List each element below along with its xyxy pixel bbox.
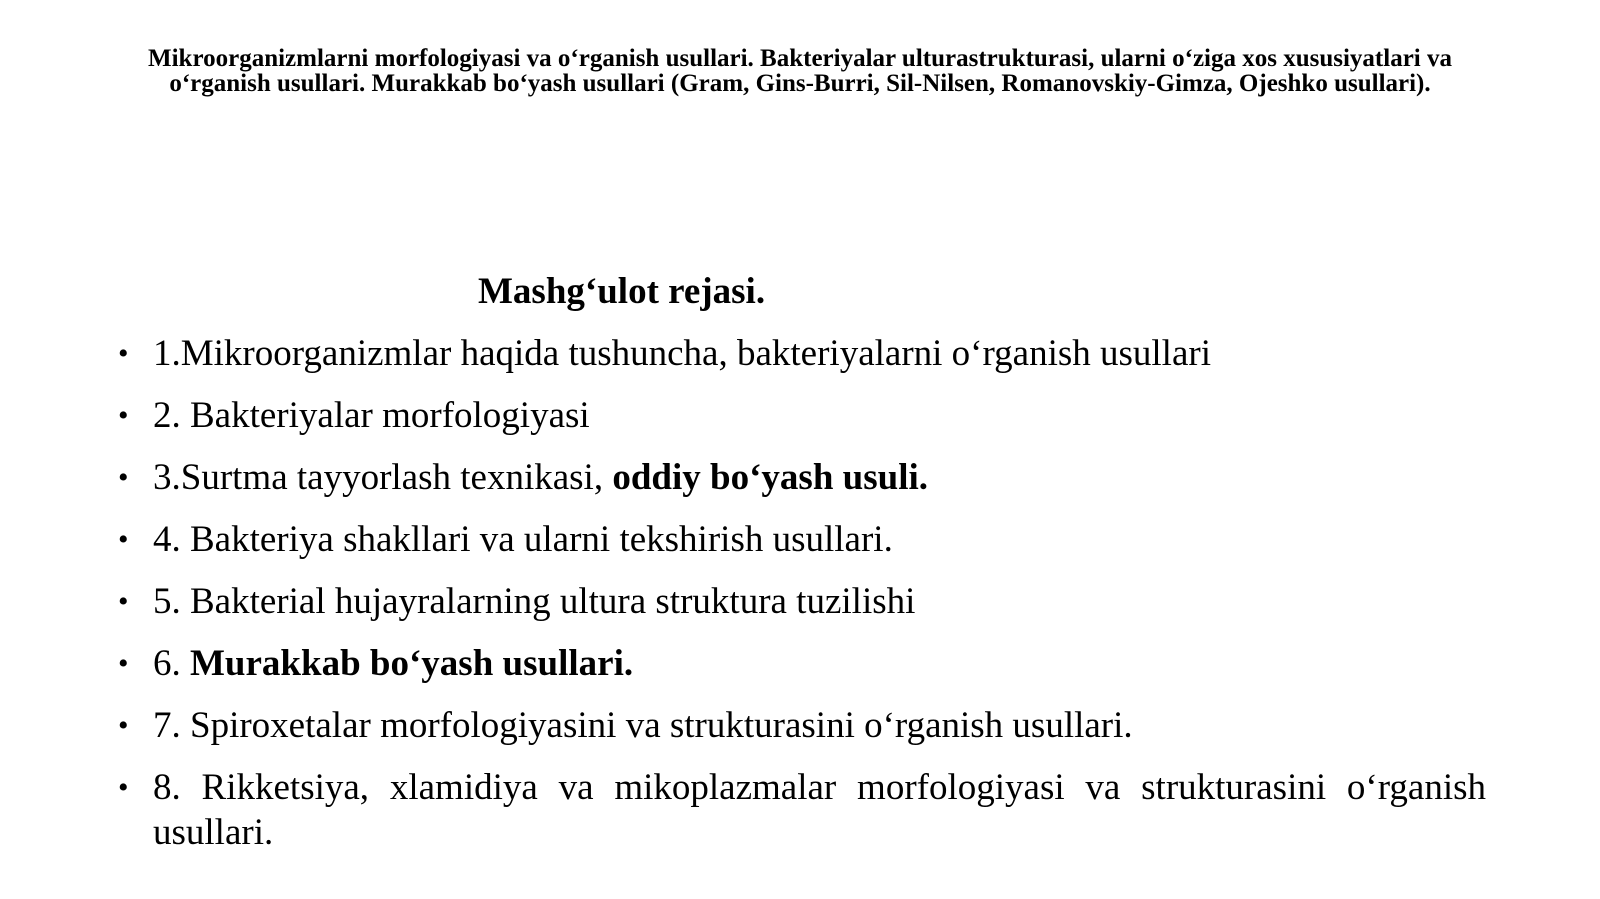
bullet-icon: • (118, 399, 129, 432)
plan-item-text: 1.Mikroorganizmlar haqida tushuncha, bakteriyalarni o‘rganish usullari (153, 333, 1211, 374)
plan-item-3 (118, 455, 1486, 500)
plan-item-8 (118, 765, 1486, 855)
plan-item-1 (118, 331, 1486, 376)
plan-list (118, 331, 1486, 872)
bullet-icon: • (118, 585, 129, 618)
plan-item-4 (118, 517, 1486, 562)
slide-title: Mikroorganizmlarni morfologiyasi va o‘rganish usullari. Bakteriyalar ulturastrukturasi, ularni o‘ziga xos xususiyatlari va o‘rganish usullari. Murakkab bo‘yash usullari (Gram, Gins-Burri, Sil-Nilsen, Romanovskiy-Gimza, Ojeshko usullari). (148, 45, 1452, 97)
plan-item-text: 8. Rikketsiya, xlamidiya va mikoplazmalar morfologiyasi va strukturasini o‘rganish usullari. (153, 767, 1486, 853)
plan-item-2 (118, 393, 1486, 438)
bullet-icon: • (118, 523, 129, 556)
plan-item-bold-text: Murakkab bo‘yash usullari. (190, 643, 634, 684)
bullet-icon: • (118, 709, 129, 742)
plan-item-text: 7. Spiroxetalar morfologiyasini va strukturasini o‘rganish usullari. (153, 705, 1133, 746)
bullet-icon: • (118, 771, 129, 804)
plan-item-text: 6. (153, 643, 190, 684)
plan-item-text: 5. Bakterial hujayralarning ultura struktura tuzilishi (153, 581, 916, 622)
plan-item-5 (118, 579, 1486, 624)
bullet-icon: • (118, 647, 129, 680)
plan-item-text: 2. Bakteriyalar morfologiyasi (153, 395, 590, 436)
plan-item-text: 3.Surtma tayyorlash texnikasi, (153, 457, 613, 498)
plan-heading: Mashg‘ulot rejasi. (478, 271, 766, 312)
bullet-icon: • (118, 461, 129, 494)
plan-item-bold-text: oddiy bo‘yash usuli. (612, 457, 929, 498)
plan-item-6 (118, 641, 1486, 686)
plan-item-text: 4. Bakteriya shakllari va ularni tekshirish usullari. (153, 519, 893, 560)
bullet-icon: • (118, 337, 129, 370)
plan-item-7 (118, 703, 1486, 748)
